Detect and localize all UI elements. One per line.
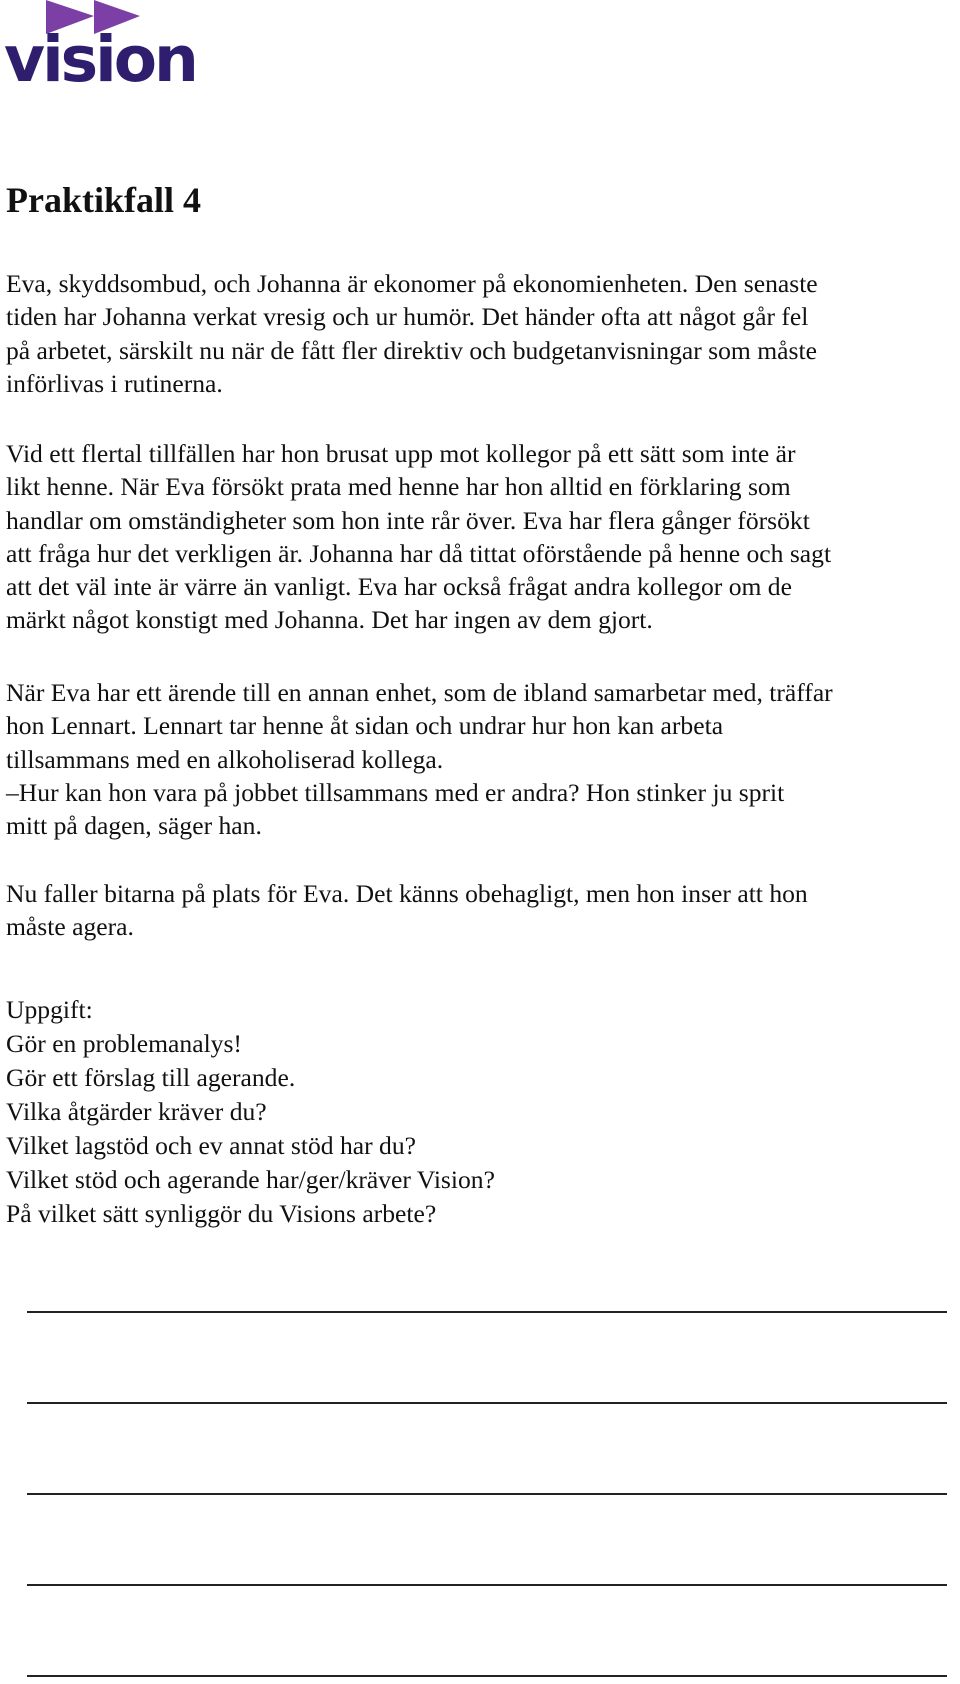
paragraph-line: införlivas i rutinerna. (6, 368, 223, 398)
paragraph-line: likt henne. När Eva försökt prata med henne har hon alltid en förklaring som (6, 472, 791, 502)
paragraph-line: Nu faller bitarna på plats för Eva. Det känns obehagligt, men hon inser att hon (6, 879, 808, 908)
task-item: Vilka åtgärder kräver du? (6, 1097, 267, 1126)
paragraph-line: handlar om omständigheter som hon inte rår över. Eva har flera gånger försökt (6, 505, 810, 535)
vision-logo (4, 0, 200, 96)
paragraph-line: på arbetet, särskilt nu när de fått fler direktiv och budgetanvisningar som måste (6, 335, 817, 365)
answer-line (27, 1402, 947, 1404)
paragraph-line: märkt något konstigt med Johanna. Det har ingen av dem gjort. (6, 605, 653, 635)
paragraph-conclusion (6, 877, 956, 944)
paragraph-encounter (6, 676, 956, 842)
task-item: Gör ett förslag till agerande. (6, 1063, 296, 1092)
paragraph-intro (6, 267, 956, 400)
paragraph-line: tillsammans med en alkoholiserad kollega. (6, 744, 444, 774)
answer-line (27, 1311, 947, 1313)
paragraph-line: Eva, skyddsombud, och Johanna är ekonomer på ekonomienheten. Den senaste (6, 269, 818, 298)
task-item: Gör en problemanalys! (6, 1029, 242, 1058)
task-item: Vilket lagstöd och ev annat stöd har du? (6, 1131, 416, 1160)
paragraph-background (6, 437, 956, 637)
paragraph-line: att det väl inte är värre än vanligt. Eva har också frågat andra kollegor om de (6, 572, 792, 602)
answer-line (27, 1584, 947, 1586)
paragraph-line: tiden har Johanna verkat vresig och ur humör. Det händer ofta att något går fel (6, 302, 809, 332)
task-item: Vilket stöd och agerande har/ger/kräver Vision? (6, 1165, 495, 1194)
paragraph-line: När Eva har ett ärende till en annan enhet, som de ibland samarbetar med, träffar (6, 678, 833, 707)
paragraph-line: måste agera. (6, 912, 134, 942)
answer-line (27, 1493, 947, 1495)
task-heading: Uppgift: (6, 995, 93, 1024)
logo-wordmark: vision (4, 23, 196, 96)
paragraph-line: hon Lennart. Lennart tar henne åt sidan och undrar hur hon kan arbeta (6, 711, 724, 741)
answer-line (27, 1675, 947, 1677)
paragraph-line: att fråga hur det verkligen är. Johanna har då tittat oförstående på henne och sagt (6, 538, 832, 568)
paragraph-line: mitt på dagen, säger han. (6, 811, 262, 841)
task-item: På vilket sätt synliggör du Visions arbete? (6, 1199, 437, 1228)
paragraph-line: Vid ett flertal tillfällen har hon brusat upp mot kollegor på ett sätt som inte är (6, 439, 796, 468)
paragraph-line: –Hur kan hon vara på jobbet tillsammans med er andra? Hon stinker ju sprit (6, 777, 785, 807)
page-title: Praktikfall 4 (6, 180, 201, 220)
task-list (6, 993, 495, 1231)
